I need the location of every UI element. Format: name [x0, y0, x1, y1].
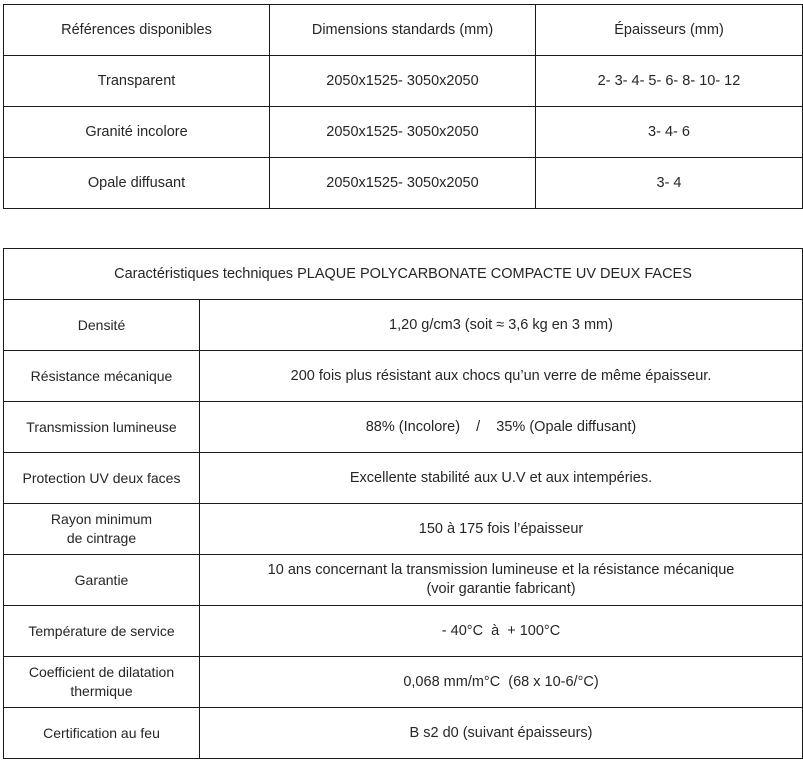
specs-title: Caractéristiques techniques PLAQUE POLYCARBONATE COMPACTE UV DEUX FACES — [4, 249, 803, 300]
spec-value-uv-protection: Excellente stabilité aux U.V et aux intempéries. — [200, 453, 803, 504]
table-row — [4, 555, 803, 606]
spec-label-bending-radius — [4, 504, 200, 555]
reference-cell: Transparent — [4, 56, 270, 107]
spec-value-density: 1,20 g/cm3 (soit ≈ 3,6 kg en 3 mm) — [200, 300, 803, 351]
spec-label-service-temperature: Température de service — [4, 606, 200, 657]
spec-value-mechanical-resistance: 200 fois plus résistant aux chocs qu’un verre de même épaisseur. — [200, 351, 803, 402]
thickness-cell: 2- 3- 4- 5- 6- 8- 10- 12 — [536, 56, 803, 107]
thickness-cell: 3- 4- 6 — [536, 107, 803, 158]
spec-value-light-transmission: 88% (Incolore) / 35% (Opale diffusant) — [200, 402, 803, 453]
spec-label-mechanical-resistance: Résistance mécanique — [4, 351, 200, 402]
table-row — [4, 657, 803, 708]
dimensions-cell: 2050x1525- 3050x2050 — [270, 56, 536, 107]
spec-label-warranty: Garantie — [4, 555, 200, 606]
spec-value-line: 10 ans concernant la transmission lumineuse et la résistance mécanique — [267, 562, 735, 578]
table-row — [4, 56, 803, 107]
spec-label-line: de cintrage — [66, 530, 137, 546]
table-row — [4, 606, 803, 657]
spec-value-bending-radius: 150 à 175 fois l’épaisseur — [200, 504, 803, 555]
spec-label-density: Densité — [4, 300, 200, 351]
spec-label-fire-certification: Certification au feu — [4, 708, 200, 759]
spec-value-line: (voir garantie fabricant) — [426, 581, 576, 597]
spec-label-line: Coefficient de dilatation — [28, 664, 175, 680]
table-row — [4, 708, 803, 759]
spec-label-uv-protection: Protection UV deux faces — [4, 453, 200, 504]
spec-label-line: thermique — [70, 683, 133, 699]
spec-value-fire-certification: B s2 d0 (suivant épaisseurs) — [200, 708, 803, 759]
table-row — [4, 107, 803, 158]
table-row — [4, 453, 803, 504]
header-thickness: Épaisseurs (mm) — [536, 5, 803, 56]
spec-label-thermal-expansion — [4, 657, 200, 708]
dimensions-cell: 2050x1525- 3050x2050 — [270, 158, 536, 209]
specifications-table — [3, 248, 803, 759]
header-dimensions: Dimensions standards (mm) — [270, 5, 536, 56]
table-row — [4, 300, 803, 351]
table-header-row — [4, 5, 803, 56]
spec-label-line: Rayon minimum — [50, 511, 153, 527]
spec-label-light-transmission: Transmission lumineuse — [4, 402, 200, 453]
reference-cell: Granité incolore — [4, 107, 270, 158]
specs-title-row — [4, 249, 803, 300]
dimensions-cell: 2050x1525- 3050x2050 — [270, 107, 536, 158]
header-references: Références disponibles — [4, 5, 270, 56]
reference-cell: Opale diffusant — [4, 158, 270, 209]
table-row — [4, 402, 803, 453]
spec-value-warranty — [200, 555, 803, 606]
spec-value-service-temperature: - 40°C à + 100°C — [200, 606, 803, 657]
table-row — [4, 504, 803, 555]
references-table — [3, 4, 803, 209]
spec-value-thermal-expansion: 0,068 mm/m°C (68 x 10-6/°C) — [200, 657, 803, 708]
thickness-cell: 3- 4 — [536, 158, 803, 209]
table-row — [4, 351, 803, 402]
table-row — [4, 158, 803, 209]
